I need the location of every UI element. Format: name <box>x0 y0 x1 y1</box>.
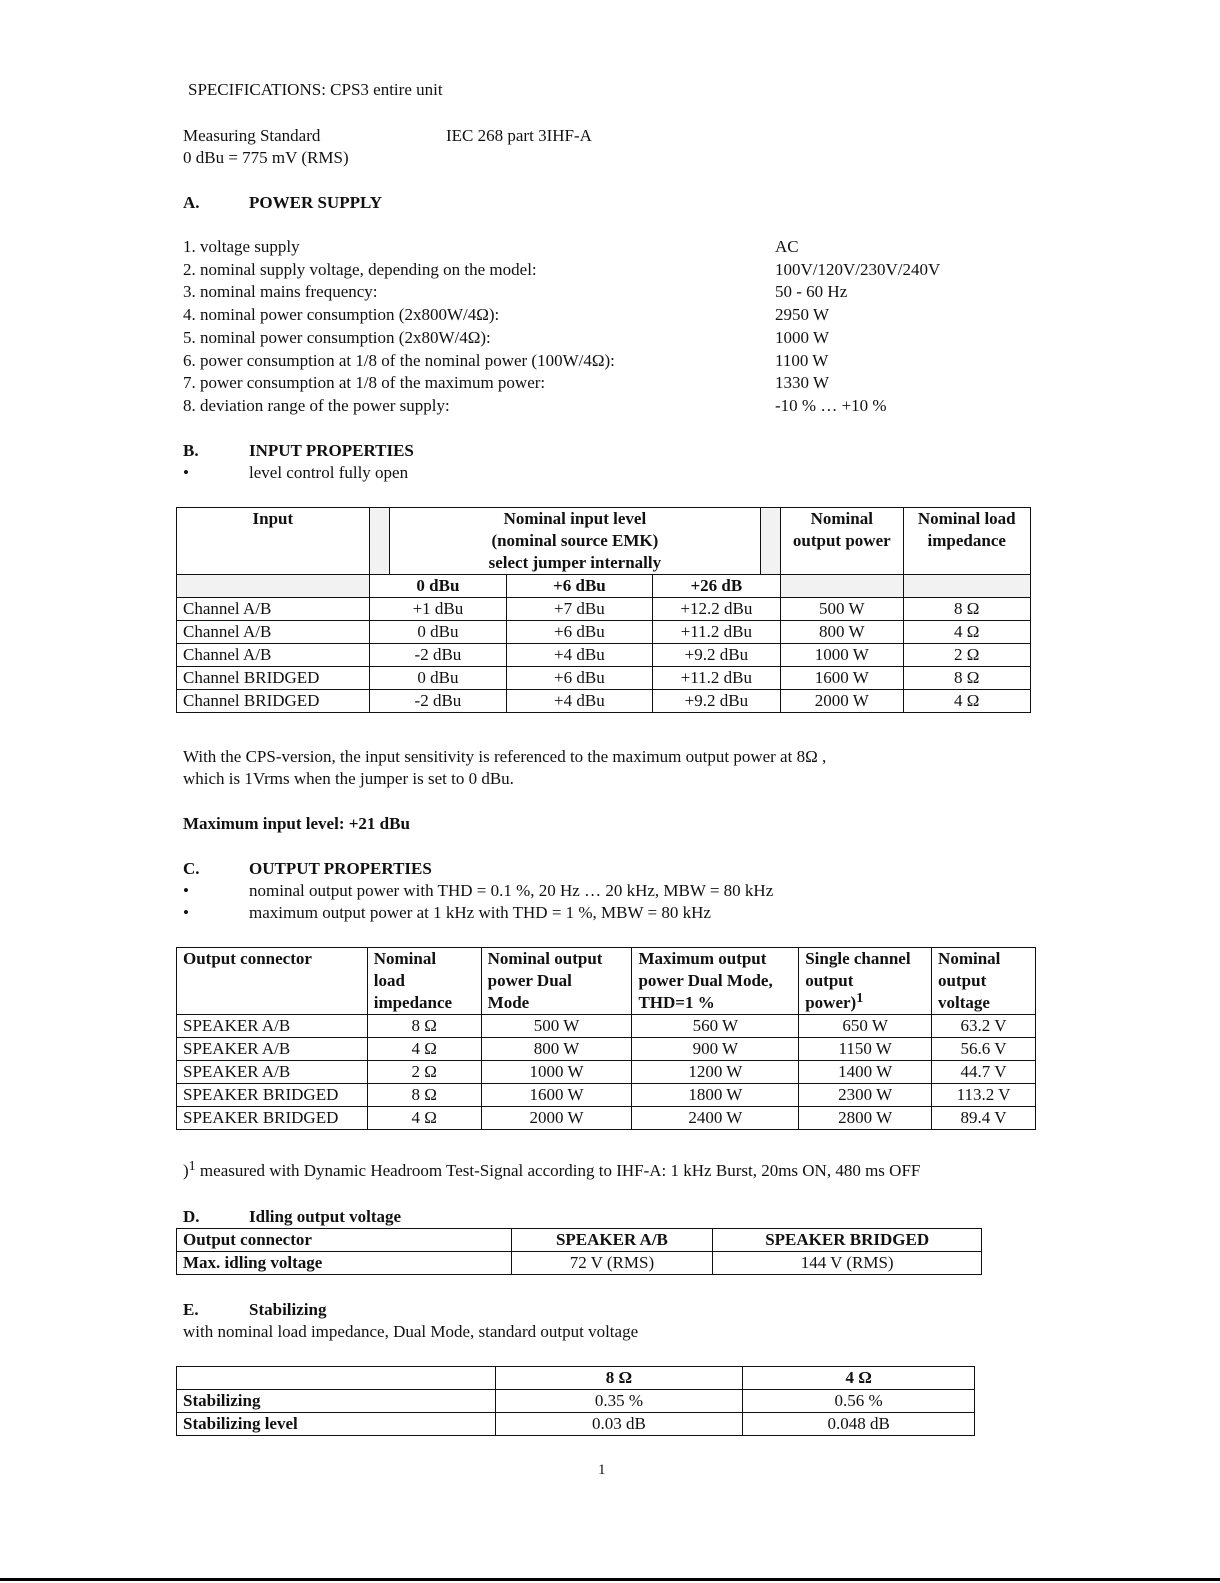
cell-max-power: 1200 W <box>632 1061 799 1084</box>
section-e-letter: E. <box>183 1300 199 1319</box>
cell-voltage: 113.2 V <box>932 1084 1036 1107</box>
cell-8-ohm: 0.03 dB <box>495 1413 743 1436</box>
header-line: impedance <box>373 993 453 1012</box>
cell-power: 1600 W <box>781 667 903 690</box>
table-subheader-row <box>177 575 1031 598</box>
cell-26db: +11.2 dBu <box>652 621 780 644</box>
header-line: Single channel <box>805 949 911 968</box>
cell-connector: SPEAKER A/B <box>177 1038 368 1061</box>
cell-26db: +11.2 dBu <box>652 667 780 690</box>
cell-nominal-power: 1000 W <box>481 1061 632 1084</box>
header-nominal-output-voltage <box>932 948 1036 1015</box>
cell-connector: SPEAKER BRIDGED <box>177 1084 368 1107</box>
footnote-mark: 1 <box>188 1159 196 1174</box>
cell-impedance: 8 Ω <box>367 1084 481 1107</box>
spec-value: 50 - 60 Hz <box>775 282 848 301</box>
cell-26db: +12.2 dBu <box>652 598 780 621</box>
table-row <box>177 598 1031 621</box>
cell-voltage: 44.7 V <box>932 1061 1036 1084</box>
subheader-empty <box>781 575 903 598</box>
max-input-level: Maximum input level: +21 dBu <box>183 814 410 833</box>
section-d-title: Idling output voltage <box>249 1207 402 1226</box>
footnote-text: measured with Dynamic Headroom Test-Signal according to IHF-A: 1 kHz Burst, 20ms ON, 480 ms OFF <box>195 1161 921 1180</box>
table-row <box>177 1061 1036 1084</box>
header-line: impedance <box>927 531 1006 550</box>
cell-connector: SPEAKER A/B <box>177 1015 368 1038</box>
section-c-title: OUTPUT PROPERTIES <box>249 859 432 878</box>
table-row <box>177 690 1031 713</box>
idling-voltage-table <box>176 1228 982 1275</box>
cell-nominal-power: 800 W <box>481 1038 632 1061</box>
cell-max-power: 2400 W <box>632 1107 799 1130</box>
cell-4-ohm: 0.56 % <box>743 1390 975 1413</box>
cell-input: Channel A/B <box>177 621 370 644</box>
cell-input: Channel BRIDGED <box>177 690 370 713</box>
cell-0dbu: -2 dBu <box>369 644 506 667</box>
header-line: Nominal <box>810 509 873 528</box>
header-line: power Dual Mode, <box>638 971 773 990</box>
cell-power: 1000 W <box>781 644 903 667</box>
cell-6dbu: +6 dBu <box>507 621 653 644</box>
section-a-letter: A. <box>183 193 200 212</box>
cell-4-ohm: 0.048 dB <box>743 1413 975 1436</box>
header-line: Nominal <box>938 949 1001 968</box>
subheader-0dbu: 0 dBu <box>369 575 506 598</box>
header-line: THD=1 % <box>638 993 715 1012</box>
cell-0dbu: 0 dBu <box>369 621 506 644</box>
subheader-6dbu: +6 dBu <box>507 575 653 598</box>
header-speaker-ab: SPEAKER A/B <box>511 1229 713 1252</box>
cell-nominal-power: 1600 W <box>481 1084 632 1107</box>
subheader-empty <box>177 575 370 598</box>
cell-power: 2000 W <box>781 690 903 713</box>
stabilizing-table <box>176 1366 975 1436</box>
bullet: • <box>183 463 189 482</box>
cell-speaker-bridged: 144 V (RMS) <box>713 1252 982 1275</box>
header-nominal-load-impedance <box>903 508 1031 575</box>
table-row <box>177 1413 975 1436</box>
header-line: select jumper internally <box>488 553 662 572</box>
footnote <box>183 1160 920 1182</box>
table-row <box>177 621 1031 644</box>
cell-26db: +9.2 dBu <box>652 644 780 667</box>
cell-impedance: 2 Ω <box>903 644 1031 667</box>
cell-impedance: 8 Ω <box>903 598 1031 621</box>
dbu-reference: 0 dBu = 775 mV (RMS) <box>183 148 349 167</box>
header-empty <box>177 1367 496 1390</box>
spec-label: 3. nominal mains frequency: <box>183 282 378 301</box>
cell-impedance: 4 Ω <box>367 1107 481 1130</box>
header-nominal-output-power <box>781 508 903 575</box>
table-row <box>177 667 1031 690</box>
header-line: Nominal output <box>487 949 603 968</box>
bullet-text: nominal output power with THD = 0.1 %, 20 Hz … 20 kHz, MBW = 80 kHz <box>249 881 774 900</box>
spec-label: 2. nominal supply voltage, depending on the model: <box>183 260 537 279</box>
cell-impedance: 2 Ω <box>367 1061 481 1084</box>
header-4-ohm: 4 Ω <box>743 1367 975 1390</box>
cell-power: 500 W <box>781 598 903 621</box>
cell-26db: +9.2 dBu <box>652 690 780 713</box>
header-line: output <box>938 971 987 990</box>
bullet: • <box>183 881 189 900</box>
cell-6dbu: +7 dBu <box>507 598 653 621</box>
spec-value: 1000 W <box>775 328 829 347</box>
header-nominal-load-impedance <box>367 948 481 1015</box>
header-line: Nominal load <box>917 509 1016 528</box>
spec-label: 1. voltage supply <box>183 237 300 256</box>
spec-value: 1100 W <box>775 351 829 370</box>
spec-label: 6. power consumption at 1/8 of the nominal power (100W/4Ω): <box>183 351 615 370</box>
footnote-prefix: ) <box>183 1161 189 1180</box>
spec-value: 100V/120V/230V/240V <box>775 260 941 279</box>
cell-voltage: 56.6 V <box>932 1038 1036 1061</box>
input-properties-table <box>176 507 1031 713</box>
bullet-text: maximum output power at 1 kHz with THD = 1 %, MBW = 80 kHz <box>249 903 711 922</box>
cell-connector: SPEAKER BRIDGED <box>177 1107 368 1130</box>
cell-speaker-ab: 72 V (RMS) <box>511 1252 713 1275</box>
bullet-text: level control fully open <box>249 463 409 482</box>
table-header-row <box>177 1229 982 1252</box>
cell-voltage: 89.4 V <box>932 1107 1036 1130</box>
cell-single-channel: 2300 W <box>799 1084 932 1107</box>
header-output-connector <box>177 948 368 1015</box>
cell-6dbu: +4 dBu <box>507 690 653 713</box>
table-row <box>177 1252 982 1275</box>
header-single-channel-output-power <box>799 948 932 1015</box>
header-line: voltage <box>938 993 990 1012</box>
header-line <box>805 992 925 1014</box>
cell-impedance: 8 Ω <box>903 667 1031 690</box>
cell-single-channel: 2800 W <box>799 1107 932 1130</box>
cell-0dbu: +1 dBu <box>369 598 506 621</box>
cell-nominal-power: 2000 W <box>481 1107 632 1130</box>
header-line: Mode <box>487 993 530 1012</box>
input-sensitivity-note: With the CPS-version, the input sensitivity is referenced to the maximum output power at 8Ω , <box>183 747 827 766</box>
subheader-26db: +26 dB <box>652 575 780 598</box>
header-output-connector: Output connector <box>177 1229 512 1252</box>
table-row <box>177 1390 975 1413</box>
footnote-mark: 1 <box>856 991 864 1006</box>
header-line: load <box>373 971 405 990</box>
document-title: SPECIFICATIONS: CPS3 entire unit <box>188 80 443 99</box>
cell-input: Channel BRIDGED <box>177 667 370 690</box>
cell-impedance: 4 Ω <box>367 1038 481 1061</box>
cell-label: Stabilizing level <box>177 1413 496 1436</box>
spec-label: 8. deviation range of the power supply: <box>183 396 450 415</box>
header-speaker-bridged: SPEAKER BRIDGED <box>713 1229 982 1252</box>
cell-single-channel: 1150 W <box>799 1038 932 1061</box>
section-c-letter: C. <box>183 859 200 878</box>
spec-value: 1330 W <box>775 373 829 392</box>
section-b-letter: B. <box>183 441 199 460</box>
table-row <box>177 1107 1036 1130</box>
cell-0dbu: 0 dBu <box>369 667 506 690</box>
cell-nominal-power: 500 W <box>481 1015 632 1038</box>
measuring-standard-label: Measuring Standard <box>183 126 321 145</box>
header-spacer <box>369 508 389 575</box>
subheader-empty <box>903 575 1031 598</box>
section-d-letter: D. <box>183 1207 200 1226</box>
cell-impedance: 4 Ω <box>903 621 1031 644</box>
page-number: 1 <box>598 1462 606 1478</box>
header-line: output power <box>792 531 891 550</box>
cell-input: Channel A/B <box>177 598 370 621</box>
spec-label: 7. power consumption at 1/8 of the maximum power: <box>183 373 546 392</box>
section-b-title: INPUT PROPERTIES <box>249 441 414 460</box>
header-maximum-output-power <box>632 948 799 1015</box>
cell-label: Max. idling voltage <box>177 1252 512 1275</box>
header-input: Input <box>177 508 370 575</box>
header-nominal-output-power <box>481 948 632 1015</box>
header-line: output <box>805 971 854 990</box>
input-sensitivity-note: which is 1Vrms when the jumper is set to 0 dBu. <box>183 769 514 788</box>
cell-8-ohm: 0.35 % <box>495 1390 743 1413</box>
output-properties-table <box>176 947 1036 1130</box>
spec-label: 4. nominal power consumption (2x800W/4Ω): <box>183 305 500 324</box>
table-row <box>177 644 1031 667</box>
cell-6dbu: +6 dBu <box>507 667 653 690</box>
spec-value: 2950 W <box>775 305 829 324</box>
measuring-standard-value: IEC 268 part 3IHF-A <box>446 126 592 145</box>
table-header-row <box>177 948 1036 1015</box>
table-row <box>177 1015 1036 1038</box>
section-a-title: POWER SUPPLY <box>249 193 383 212</box>
cell-max-power: 1800 W <box>632 1084 799 1107</box>
spec-value: -10 % … +10 % <box>775 396 887 415</box>
header-line: (nominal source EMK) <box>491 531 659 550</box>
header-line: power Dual <box>487 971 572 990</box>
table-header-row <box>177 508 1031 575</box>
cell-max-power: 560 W <box>632 1015 799 1038</box>
cell-0dbu: -2 dBu <box>369 690 506 713</box>
page-bottom-border <box>0 1578 1220 1581</box>
cell-single-channel: 650 W <box>799 1015 932 1038</box>
section-e-title: Stabilizing <box>249 1300 327 1319</box>
table-header-row <box>177 1367 975 1390</box>
header-spacer <box>761 508 781 575</box>
cell-6dbu: +4 dBu <box>507 644 653 667</box>
cell-single-channel: 1400 W <box>799 1061 932 1084</box>
header-nominal-input-level <box>389 508 760 575</box>
cell-connector: SPEAKER A/B <box>177 1061 368 1084</box>
header-line: Output connector <box>183 949 312 968</box>
header-text: power) <box>805 993 857 1012</box>
header-8-ohm: 8 Ω <box>495 1367 743 1390</box>
cell-voltage: 63.2 V <box>932 1015 1036 1038</box>
cell-impedance: 8 Ω <box>367 1015 481 1038</box>
section-e-subtitle: with nominal load impedance, Dual Mode, standard output voltage <box>183 1322 639 1341</box>
bullet: • <box>183 903 189 922</box>
header-line: Nominal <box>373 949 437 968</box>
cell-label: Stabilizing <box>177 1390 496 1413</box>
table-row <box>177 1084 1036 1107</box>
cell-power: 800 W <box>781 621 903 644</box>
spec-value: AC <box>775 237 799 256</box>
cell-input: Channel A/B <box>177 644 370 667</box>
cell-max-power: 900 W <box>632 1038 799 1061</box>
header-line: Maximum output <box>638 949 767 968</box>
spec-label: 5. nominal power consumption (2x80W/4Ω): <box>183 328 491 347</box>
cell-impedance: 4 Ω <box>903 690 1031 713</box>
header-line: Nominal input level <box>503 509 647 528</box>
table-row <box>177 1038 1036 1061</box>
